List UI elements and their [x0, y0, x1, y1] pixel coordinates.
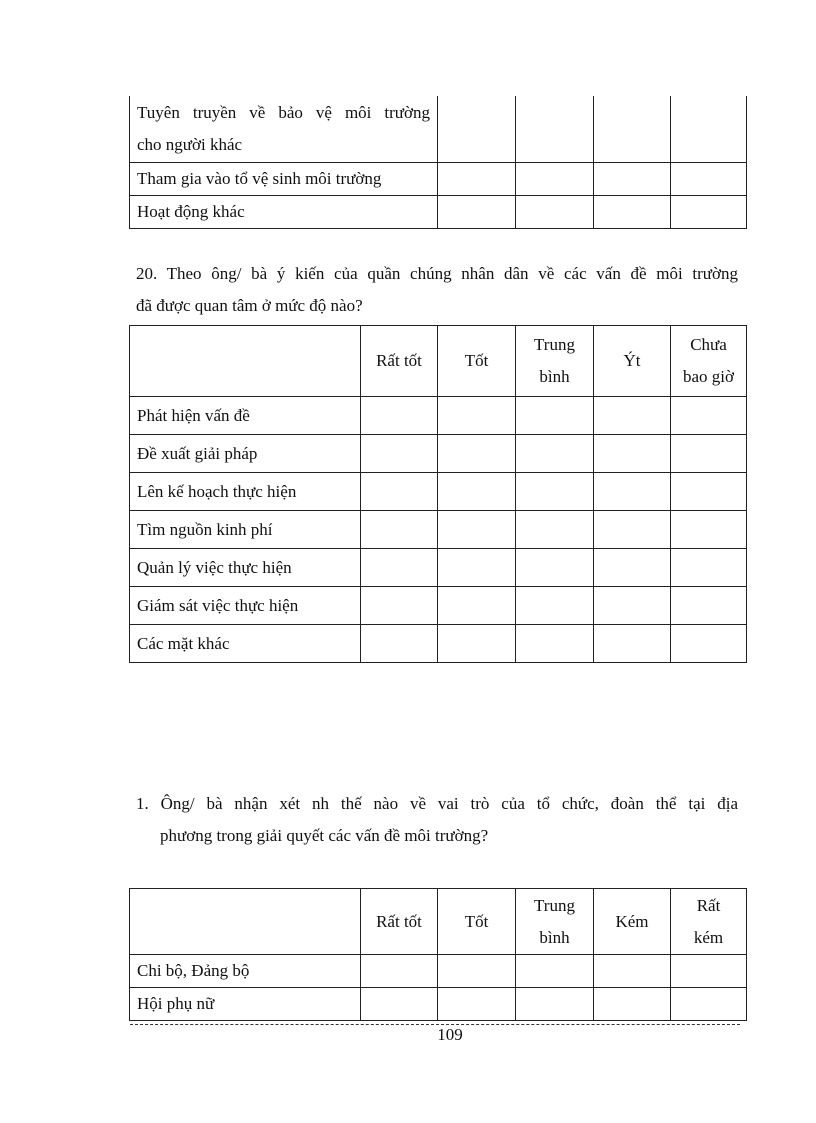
table-cell[interactable]: [594, 511, 671, 549]
column-header: Tốt: [438, 889, 516, 955]
table-cell[interactable]: [671, 587, 747, 625]
table-cell[interactable]: [594, 195, 671, 228]
table-cell[interactable]: [438, 96, 516, 162]
table-row: [130, 988, 747, 1021]
table-cell[interactable]: [438, 195, 516, 228]
row-label-line: cho người khác: [137, 134, 243, 154]
page-number: 109: [437, 1025, 463, 1044]
table-cell[interactable]: [516, 162, 594, 195]
table-row: [130, 96, 747, 162]
column-header: Trung bình: [516, 326, 594, 397]
question-20: [136, 258, 738, 322]
table-cell[interactable]: [594, 625, 671, 663]
row-label: Đề xuất giải pháp: [130, 435, 361, 473]
header-empty: [130, 889, 361, 955]
table-cell[interactable]: [361, 587, 438, 625]
table-cell[interactable]: [594, 397, 671, 435]
table-cell[interactable]: [438, 549, 516, 587]
column-header: Rất tốt: [361, 889, 438, 955]
table-cell[interactable]: [671, 511, 747, 549]
row-label: Hoạt động khác: [130, 195, 438, 228]
row-label: Tìm nguồn kinh phí: [130, 511, 361, 549]
table-cell[interactable]: [361, 511, 438, 549]
table-cell[interactable]: [438, 988, 516, 1021]
table-row: [130, 473, 747, 511]
row-label: Tham gia vào tổ vệ sinh môi trường: [130, 162, 438, 195]
question-1-line2: phương trong giải quyết các vấn đề môi trường?: [160, 826, 489, 845]
question-20-line2: đã được quan tâm ở mức độ nào?: [136, 296, 363, 315]
table-cell[interactable]: [671, 988, 747, 1021]
question-20-line1: 20. Theo ông/ bà ý kiến của quần chúng nhân dân về các vấn đề môi trường: [136, 264, 738, 283]
table-cell[interactable]: [438, 397, 516, 435]
table-activities: [129, 96, 747, 229]
table-cell[interactable]: [516, 473, 594, 511]
table-cell[interactable]: [516, 587, 594, 625]
table-cell[interactable]: [516, 955, 594, 988]
row-label: Chi bộ, Đảng bộ: [130, 955, 361, 988]
column-header: Trung bình: [516, 889, 594, 955]
table-cell[interactable]: [671, 96, 747, 162]
table-cell[interactable]: [516, 435, 594, 473]
table-cell[interactable]: [671, 435, 747, 473]
row-label: Giám sát việc thực hiện: [130, 587, 361, 625]
table-cell[interactable]: [361, 397, 438, 435]
table-cell[interactable]: [671, 625, 747, 663]
table-cell[interactable]: [516, 625, 594, 663]
table-cell[interactable]: [361, 988, 438, 1021]
table-cell[interactable]: [594, 435, 671, 473]
header-empty: [130, 326, 361, 397]
column-header: Ýt: [594, 326, 671, 397]
table-header-row: [130, 889, 747, 955]
table-cell[interactable]: [671, 162, 747, 195]
question-1: [136, 788, 738, 852]
row-label: Các mặt khác: [130, 625, 361, 663]
column-header: Chưa bao giờ: [671, 326, 747, 397]
table-cell[interactable]: [516, 511, 594, 549]
table-cell[interactable]: [671, 955, 747, 988]
table-row: [130, 511, 747, 549]
table-cell[interactable]: [361, 435, 438, 473]
table-row: [130, 955, 747, 988]
table-cell[interactable]: [671, 195, 747, 228]
row-label-line: Tuyên truyền về bảo vệ môi trường: [137, 102, 430, 122]
table-cell[interactable]: [671, 397, 747, 435]
table-cell[interactable]: [516, 549, 594, 587]
table-cell[interactable]: [516, 397, 594, 435]
table-cell[interactable]: [361, 625, 438, 663]
table-cell[interactable]: [361, 473, 438, 511]
table-cell[interactable]: [516, 195, 594, 228]
table-public-opinion: [129, 325, 747, 663]
column-header: Tốt: [438, 326, 516, 397]
table-cell[interactable]: [594, 587, 671, 625]
table-cell[interactable]: [671, 473, 747, 511]
table-cell[interactable]: [671, 549, 747, 587]
table-cell[interactable]: [438, 473, 516, 511]
column-header: Kém: [594, 889, 671, 955]
table-cell[interactable]: [438, 955, 516, 988]
row-label: [130, 96, 438, 162]
table-cell[interactable]: [516, 988, 594, 1021]
table-organizations: [129, 888, 747, 1021]
row-label: Hội phụ nữ: [130, 988, 361, 1021]
table-row: [130, 625, 747, 663]
table-row: [130, 549, 747, 587]
row-label: Phát hiện vấn đề: [130, 397, 361, 435]
table-cell[interactable]: [361, 549, 438, 587]
question-1-line1: 1. Ông/ bà nhận xét nh thế nào về vai trò của tổ chức, đoàn thể tại địa: [136, 794, 738, 813]
table-cell[interactable]: [594, 955, 671, 988]
table-row: [130, 435, 747, 473]
table-cell[interactable]: [594, 96, 671, 162]
table-cell[interactable]: [438, 587, 516, 625]
table-cell[interactable]: [361, 955, 438, 988]
table-row: [130, 587, 747, 625]
table-cell[interactable]: [594, 473, 671, 511]
table-row: [130, 195, 747, 228]
table-row: [130, 397, 747, 435]
table-row: [130, 162, 747, 195]
table-cell[interactable]: [594, 988, 671, 1021]
row-label: Quản lý việc thực hiện: [130, 549, 361, 587]
table-cell[interactable]: [516, 96, 594, 162]
table-cell[interactable]: [594, 549, 671, 587]
table-cell[interactable]: [438, 511, 516, 549]
table-cell[interactable]: [438, 435, 516, 473]
table-cell[interactable]: [438, 162, 516, 195]
column-header: Rất kém: [671, 889, 747, 955]
column-header: Rất tốt: [361, 326, 438, 397]
table-cell[interactable]: [438, 625, 516, 663]
table-cell[interactable]: [594, 162, 671, 195]
row-label: Lên kế hoạch thực hiện: [130, 473, 361, 511]
table-header-row: [130, 326, 747, 397]
